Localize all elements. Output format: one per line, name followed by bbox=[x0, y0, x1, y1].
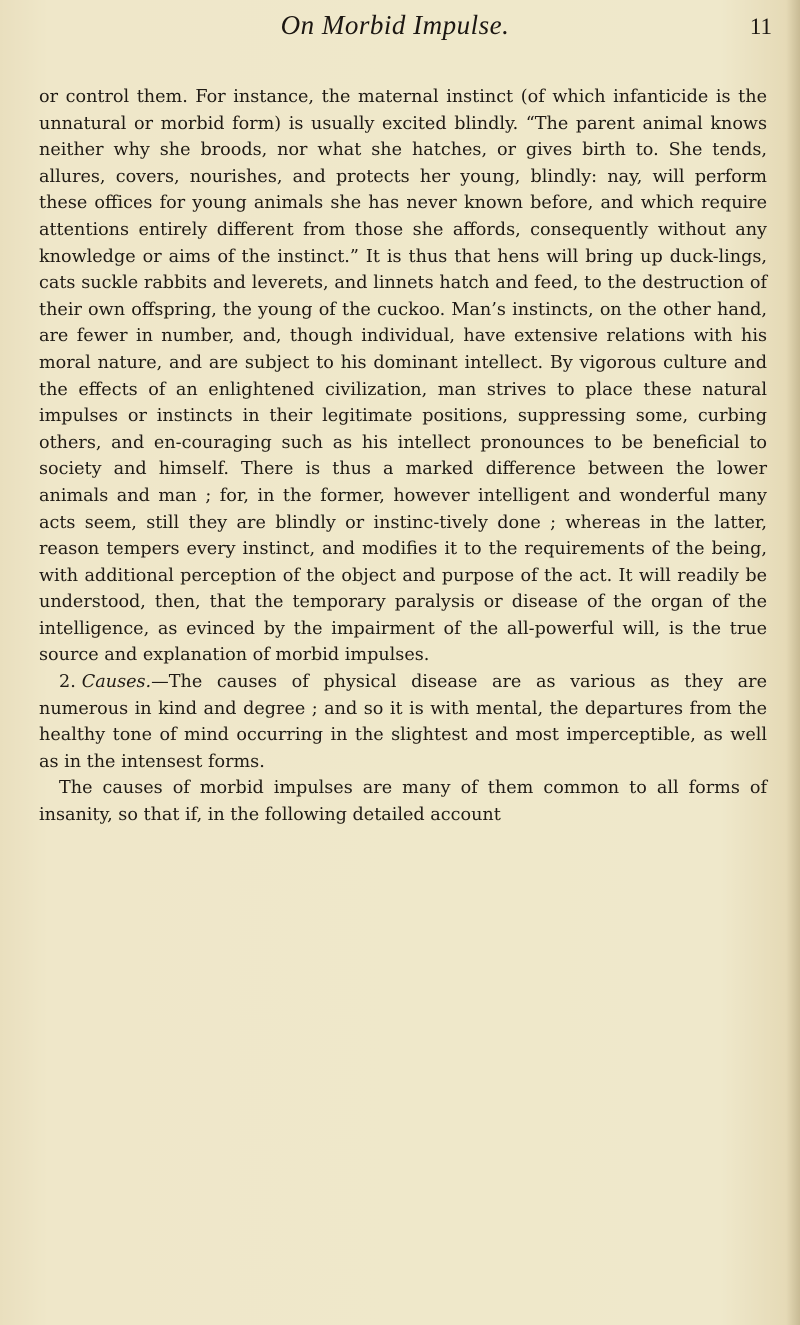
page-edge-shadow bbox=[786, 0, 800, 1325]
paragraph-1: or control them. For instance, the maternal instinct (of which infanticide is the unnatural or morbid form) is usually excited blindly. “The parent animal knows neither why she broods, nor what she hatches, or gives birth to. She tends, allures, covers, nourishes, and protects her young, blindly: nay, will perform these offices for young animals she has never known before, and which require attentions entirely different from those she affords, consequently without any knowledge or aims of the instinct.” It is thus that hens will bring up duck-lings, cats suckle rabbits and leverets, and linnets hatch and feed, to the destruction of their own offspring, the young of the cuckoo. Man’s instincts, on the other hand, are fewer in number, and, though individual, have extensive relations with his moral nature, and are subject to his dominant intellect. By vigorous culture and the effects of an enlightened civilization, man strives to place these natural impulses or instincts in their legitimate positions, suppressing some, curbing others, and en-couraging such as his intellect pronounces to be beneficial to society and himself. There is thus a marked difference between the lower animals and man ; for, in the former, however intelligent and wonderful many acts seem, still they are blindly or instinc-tively done ; whereas in the latter, reason tempers every instinct, and modifies it to the requirements of the being, with additional perception of the object and purpose of the act. It will readily be understood, then, that the temporary paralysis or disease of the organ of the intelligence, as evinced by the impairment of the all-powerful will, is the true source and explanation of morbid impulses. bbox=[39, 87, 767, 666]
paragraph-2-text: —The causes of physical disease are as various as they are numerous in kind and degree ; and so it is with mental, the departures from the healthy tone of mind occurring in the slightest and most imperceptible, as well as in the intensest forms. bbox=[39, 672, 767, 772]
paragraph-3: The causes of morbid impulses are many of them common to all forms of insanity, so that if, in the following detailed account bbox=[39, 778, 767, 826]
page-header bbox=[0, 10, 800, 50]
body-text bbox=[39, 84, 767, 829]
page-number: 11 bbox=[749, 14, 772, 39]
running-title: On Morbid Impulse. bbox=[280, 10, 510, 40]
section-number: 2. bbox=[59, 672, 76, 693]
section-heading: Causes. bbox=[81, 672, 152, 693]
paragraph-2 bbox=[39, 669, 767, 775]
